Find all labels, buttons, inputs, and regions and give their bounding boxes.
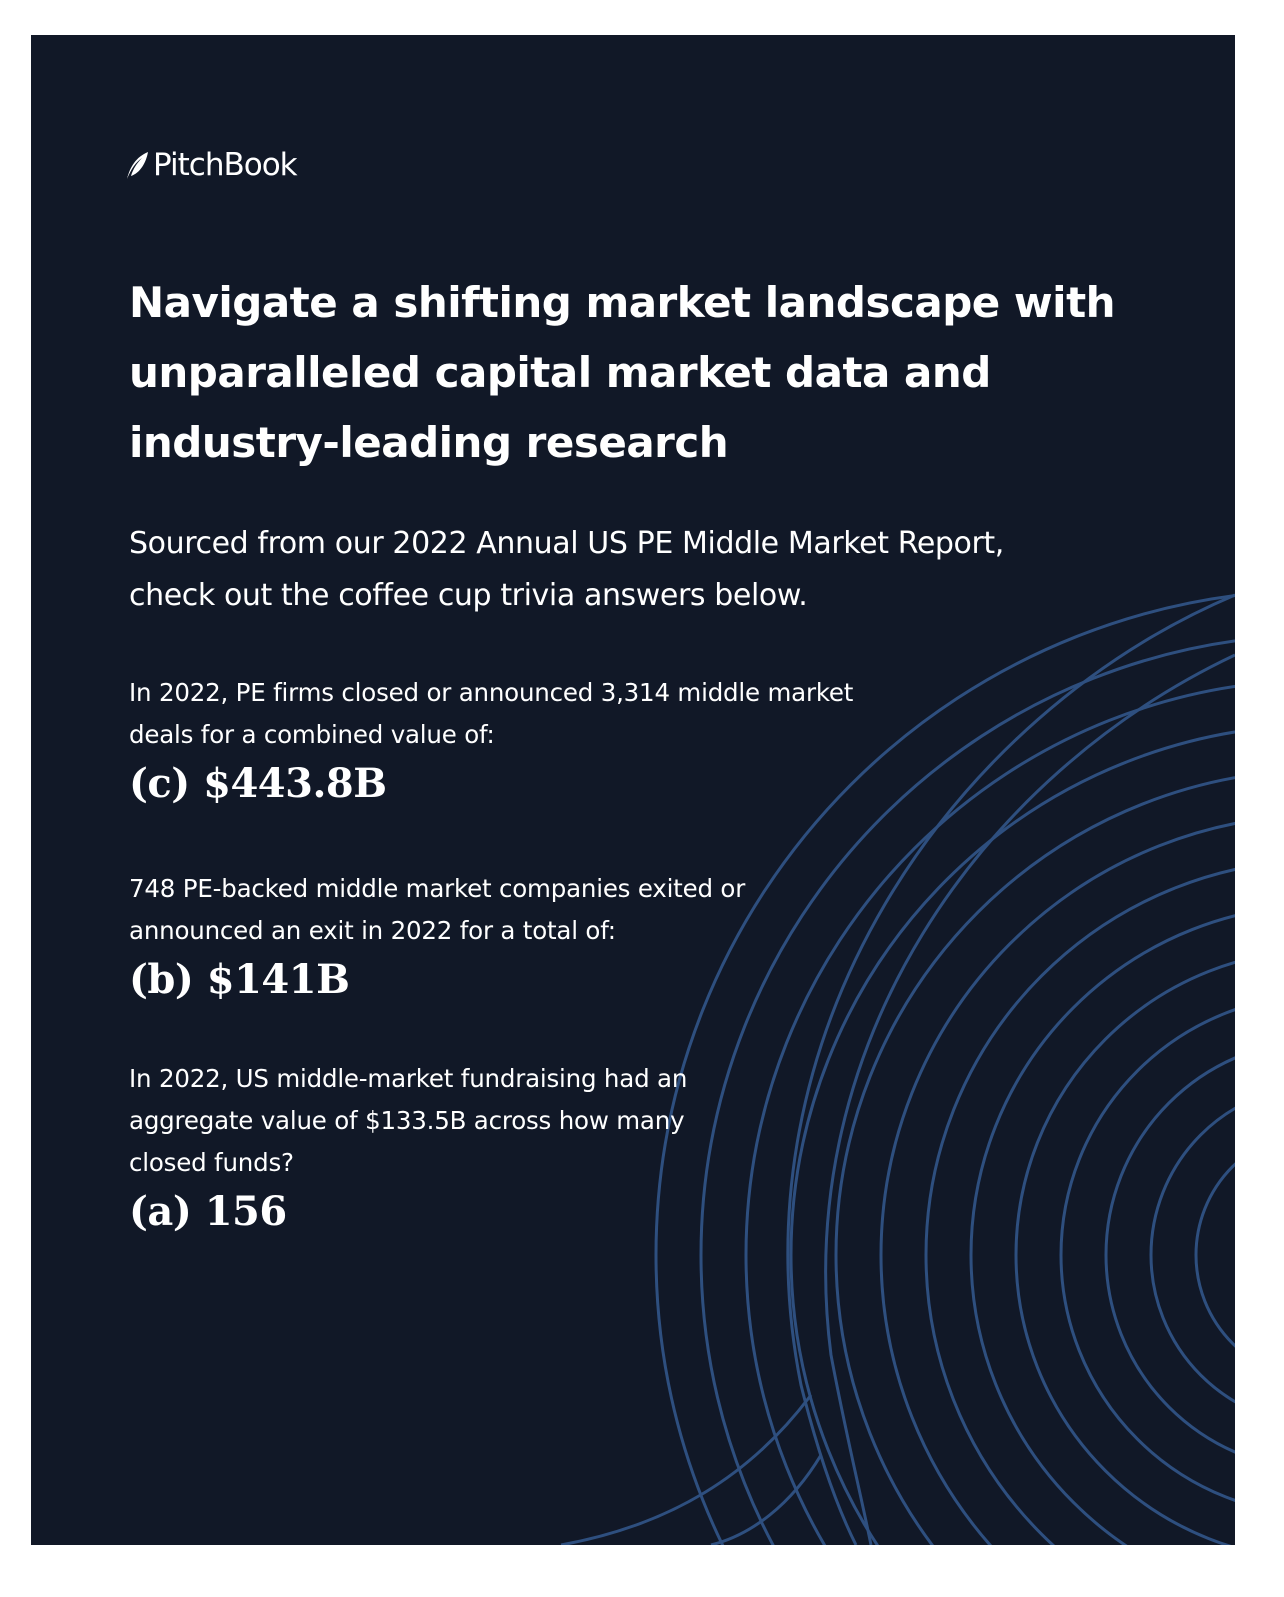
trivia-answer-1: (c) $443.8B	[129, 760, 387, 807]
arc-ring	[1196, 1130, 1235, 1380]
headline: Navigate a shifting market landscape with unparalleled capital market data and industry-leading research	[129, 278, 1116, 467]
brand-name: PitchBook	[153, 147, 297, 183]
arc-ring	[1106, 1040, 1235, 1470]
arc-sweep	[826, 655, 1235, 1545]
arc-ring	[836, 770, 1235, 1545]
arc-ring	[1061, 995, 1235, 1515]
arc-sweep	[711, 1455, 821, 1545]
arc-ring	[701, 635, 1235, 1545]
arc-sweep	[561, 1395, 811, 1545]
arc-ring	[926, 860, 1235, 1545]
trivia-question-1: In 2022, PE firms closed or announced 3,314 middle market deals for a combined value of:	[129, 678, 854, 749]
intro-text: Sourced from our 2022 Annual US PE Middle Market Report, check out the coffee cup trivia answers below.	[129, 526, 1004, 613]
arc-ring	[791, 725, 1235, 1545]
trivia-answer-2: (b) $141B	[129, 956, 350, 1003]
trivia-answer-3: (a) 156	[129, 1188, 287, 1235]
promo-card	[31, 35, 1235, 1545]
arc-ring	[971, 905, 1235, 1545]
arc-ring	[1151, 1085, 1235, 1425]
arc-ring	[881, 815, 1235, 1545]
trivia-question-2: 748 PE-backed middle market companies exited or announced an exit in 2022 for a total of:	[129, 874, 746, 945]
leaf-icon	[124, 149, 150, 181]
arc-ring	[1016, 950, 1235, 1545]
arc-ring	[746, 680, 1235, 1545]
pitchbook-logo	[124, 145, 297, 185]
trivia-question-3: In 2022, US middle-market fundraising had an aggregate value of $133.5B across how many closed funds?	[129, 1064, 688, 1177]
